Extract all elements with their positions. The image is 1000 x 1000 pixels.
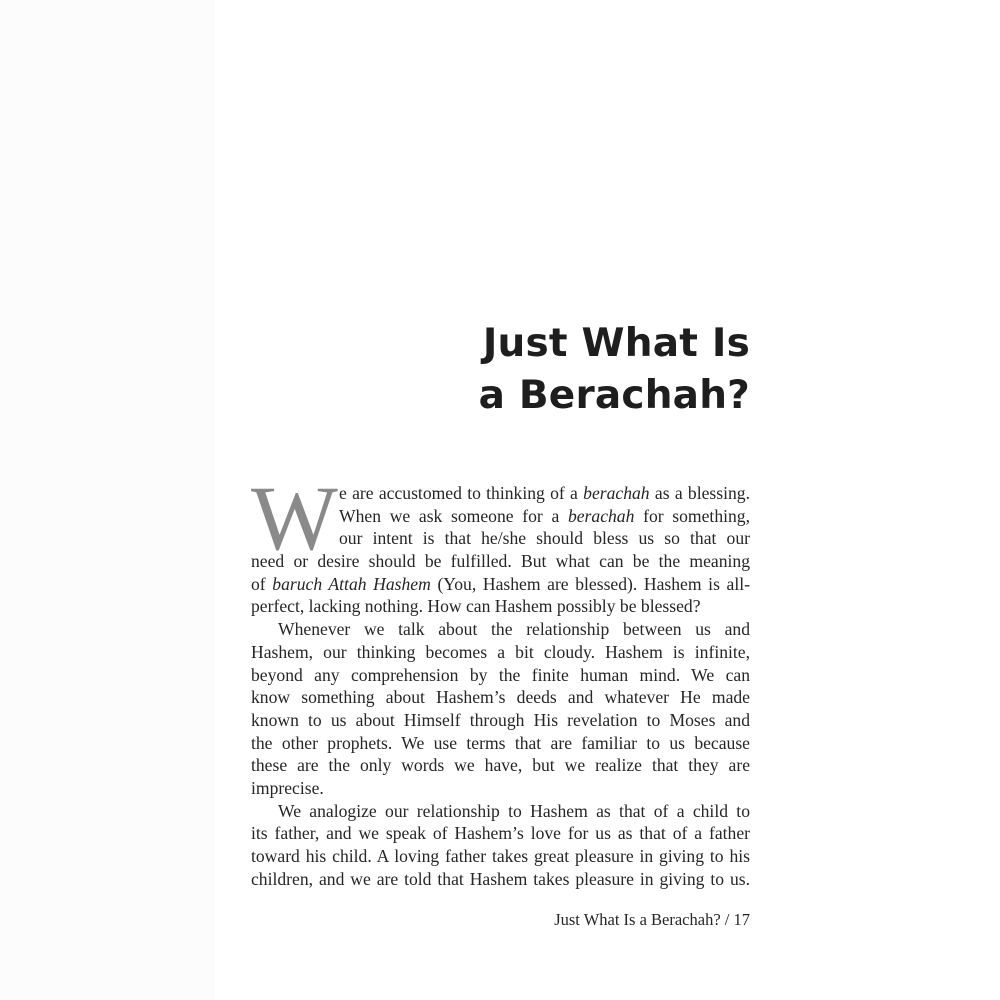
- text-line: need or desire should be fulfilled. But what can be the meaning: [251, 551, 750, 572]
- page-gutter: [0, 0, 215, 1000]
- running-footer: Just What Is a Berachah? / 17: [554, 910, 750, 929]
- text-line: its father, and we speak of Hashem’s love for us as that of a father: [251, 823, 750, 844]
- text-line: known to us about Himself through His revelation to Moses and: [251, 709, 750, 730]
- text-line: of baruch Attah Hashem (You, Hashem are blessed). Hashem is all-: [251, 573, 750, 594]
- text-line: Hashem, our thinking becomes a bit cloudy. Hashem is infinite,: [251, 641, 750, 662]
- text-line: Whenever we talk about the relationship between us and: [278, 619, 750, 640]
- text-line: When we ask someone for a berachah for something,: [339, 505, 750, 526]
- text-line: our intent is that he/she should bless us so that our: [339, 528, 750, 549]
- text-line: beyond any comprehension by the finite human mind. We can: [251, 664, 750, 685]
- text-line: perfect, lacking nothing. How can Hashem possibly be blessed?: [251, 596, 701, 617]
- text-line: know something about Hashem’s deeds and whatever He made: [251, 687, 750, 708]
- text-line: these are the only words we have, but we realize that they are: [251, 755, 750, 776]
- text-line: We analogize our relationship to Hashem as that of a child to: [278, 800, 750, 821]
- text-line: the other prophets. We use terms that are familiar to us because: [251, 732, 750, 753]
- italic-term: berachah: [567, 505, 635, 526]
- text-line: toward his child. A loving father takes great pleasure in giving to his: [251, 846, 750, 866]
- chapter-title-line-2: a Berachah?: [478, 373, 750, 418]
- chapter-body-text: [251, 467, 751, 890]
- text-line: e are accustomed to thinking of a berachah as a blessing.: [339, 483, 751, 503]
- chapter-title-line-1: Just What Is: [482, 321, 750, 366]
- text-line: children, and we are told that Hashem takes pleasure in giving to us.: [251, 868, 750, 889]
- italic-term: baruch Attah Hashem: [272, 573, 431, 594]
- italic-term: berachah: [583, 483, 650, 503]
- chapter-title: [300, 318, 750, 422]
- text-line: imprecise.: [251, 777, 324, 798]
- drop-cap: W: [251, 467, 338, 569]
